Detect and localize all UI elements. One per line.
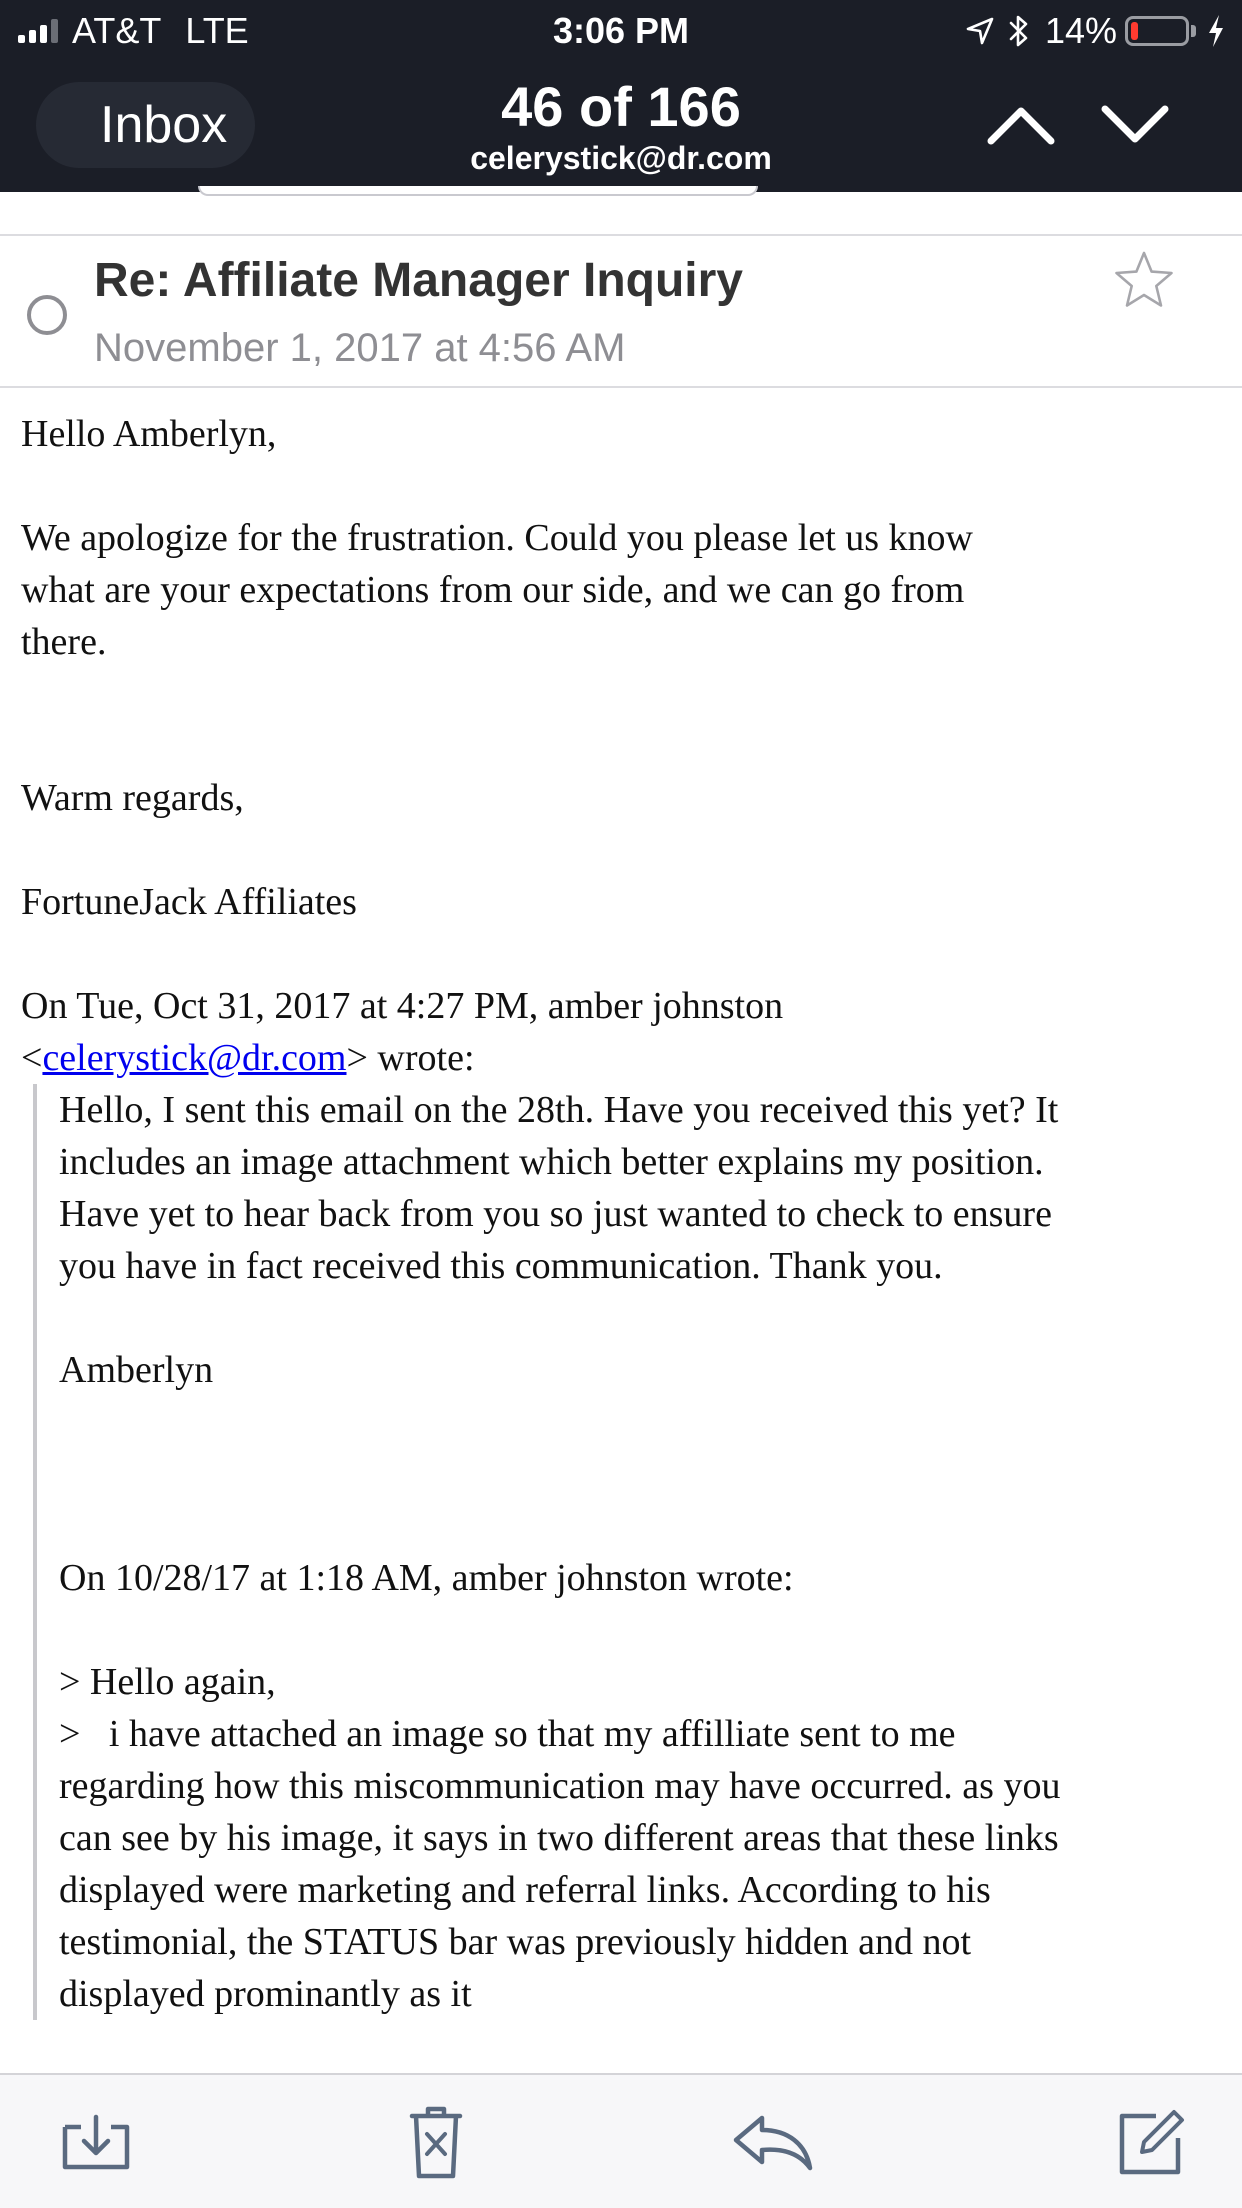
nav-title bbox=[300, 74, 942, 176]
body-signature: FortuneJack Affiliates bbox=[21, 881, 357, 923]
message-date: November 1, 2017 at 4:56 AM bbox=[94, 326, 626, 370]
header-divider-bottom bbox=[0, 386, 1242, 388]
move-to-folder-button[interactable] bbox=[48, 2097, 144, 2187]
earlier-line-2: > i have attached an image so that my affilliate sent to me regarding how this miscommunication may have occurred. as you can see by his image, it says in two different areas that these links displayed were marketing and referral links. According to his testimonial, the STATUS bar was previously hidden and not displayed prominantly as it bbox=[59, 1713, 1070, 2015]
carrier-name: AT&T bbox=[72, 10, 162, 51]
status-left bbox=[18, 10, 249, 52]
reply-header-open: < bbox=[21, 1037, 43, 1079]
battery-level-fill bbox=[1131, 22, 1138, 40]
signal-strength-icon bbox=[18, 19, 58, 43]
reply-header-line2 bbox=[21, 1032, 1101, 1084]
reply-header-line1: On Tue, Oct 31, 2017 at 4:27 PM, amber johnston bbox=[21, 985, 784, 1027]
header-divider-top bbox=[0, 234, 1242, 236]
sender-email-link[interactable]: celerystick@dr.com bbox=[42, 1037, 347, 1079]
trash-icon bbox=[408, 2104, 464, 2180]
status-bar bbox=[0, 0, 1242, 62]
reply-header-close: > wrote: bbox=[346, 1037, 475, 1079]
quoted-signoff: Amberlyn bbox=[59, 1349, 214, 1391]
battery-cap bbox=[1191, 25, 1196, 37]
earlier-line-1: > Hello again, bbox=[59, 1661, 276, 1703]
battery-icon bbox=[1125, 16, 1189, 46]
body-greeting: Hello Amberlyn, bbox=[21, 413, 277, 455]
reply-button[interactable] bbox=[724, 2097, 820, 2187]
compose-button[interactable] bbox=[1104, 2097, 1200, 2187]
message-body bbox=[21, 408, 1101, 2020]
previous-message-button[interactable] bbox=[976, 90, 1066, 160]
chevron-up-icon bbox=[986, 103, 1056, 147]
move-to-folder-icon bbox=[61, 2111, 131, 2173]
earlier-reply-header: On 10/28/17 at 1:18 AM, amber johnston wrote: bbox=[59, 1557, 794, 1599]
delete-button[interactable] bbox=[388, 2097, 484, 2187]
reply-icon bbox=[730, 2112, 814, 2172]
status-time: 3:06 PM bbox=[552, 10, 690, 51]
battery-percent: 14% bbox=[1044, 10, 1117, 51]
next-message-button[interactable] bbox=[1090, 90, 1180, 160]
message-position: 46 of 166 bbox=[501, 75, 741, 138]
location-arrow-icon bbox=[965, 16, 995, 46]
pull-down-handle[interactable] bbox=[198, 186, 758, 196]
unread-toggle-icon[interactable] bbox=[27, 295, 67, 335]
bluetooth-icon bbox=[1007, 14, 1031, 48]
quoted-message bbox=[33, 1084, 1079, 2020]
network-type: LTE bbox=[185, 10, 249, 51]
status-right bbox=[965, 10, 1226, 52]
charging-bolt-icon bbox=[1206, 14, 1226, 48]
navigation-bar bbox=[0, 62, 1242, 192]
bottom-toolbar bbox=[0, 2073, 1242, 2208]
message-subject: Re: Affiliate Manager Inquiry bbox=[94, 254, 743, 307]
quoted-paragraph: Hello, I sent this email on the 28th. Have you received this yet? It includes an image attachment which better explains my position. Have yet to hear back from you so just wanted to check to ensure you have in fact received this communication. Thank you. bbox=[59, 1089, 1059, 1287]
body-closing: Warm regards, bbox=[21, 777, 244, 819]
account-email: celerystick@dr.com bbox=[470, 140, 772, 176]
body-paragraph: We apologize for the frustration. Could you please let us know what are your expectations from our side, and we can go from there. bbox=[21, 517, 973, 663]
compose-icon bbox=[1116, 2106, 1188, 2178]
back-to-inbox-button[interactable] bbox=[36, 82, 255, 168]
star-icon[interactable] bbox=[1112, 248, 1176, 312]
chevron-down-icon bbox=[1100, 103, 1170, 147]
back-button-label: Inbox bbox=[100, 96, 228, 154]
